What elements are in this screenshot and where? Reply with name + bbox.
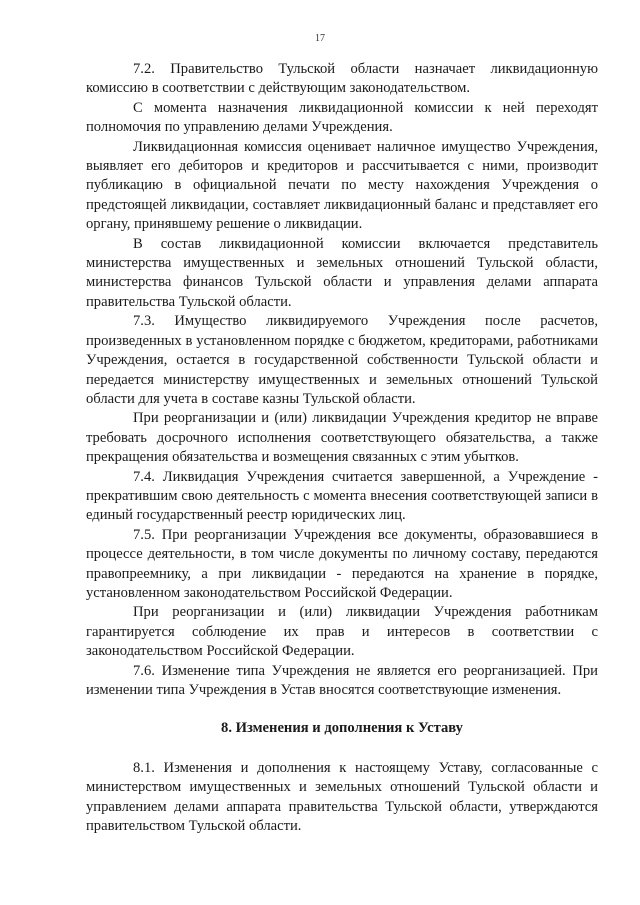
- paragraph-commission-composition: В состав ликвидационной комиссии включается представитель министерства имущественных и земельных отношений Тульской области, министерства финансов Тульской области и управления делами аппарата правительства Тульской области.: [86, 235, 598, 310]
- paragraph-commission-duties: Ликвидационная комиссия оценивает наличное имущество Учреждения, выявляет его дебиторов и кредиторов и рассчитывается с ними, производит публикацию в официальной печати по месту нахождения Учреждения о предстоящей ликвидации, составляет ликвидационный баланс и представляет его органу, принявшему решение о ликвидации.: [86, 138, 598, 233]
- paragraph-liquidation-commission-powers: С момента назначения ликвидационной комиссии к ней переходят полномочия по управлению делами Учреждения.: [86, 99, 598, 136]
- document-body: [86, 60, 598, 836]
- page-number: 17: [315, 33, 325, 44]
- paragraph-creditor-rights: При реорганизации и (или) ликвидации Учреждения кредитор не вправе требовать досрочного исполнения соответствующего обязательства, а также прекращения обязательства и возмещения связанных с этим убытков.: [86, 410, 598, 466]
- paragraph-7-4: 7.4. Ликвидация Учреждения считается завершенной, а Учреждение - прекратившим свою деятельность с момента внесения соответствующей записи в единый государственный реестр юридических лиц.: [86, 468, 598, 524]
- paragraph-7-3: 7.3. Имущество ликвидируемого Учреждения после расчетов, произведенных в установленном порядке с бюджетом, кредиторами, работниками Учреждения, остается в государственной собственности Тульской области и передается министерству имущественных и земельных отношений Тульской области для учета в составе казны Тульской области.: [86, 313, 598, 407]
- paragraph-8-1: 8.1. Изменения и дополнения к настоящему Уставу, согласованные с министерством имущественных и земельных отношений Тульской области и управлением делами аппарата правительства Тульской области, утверждаются правительством Тульской области.: [86, 759, 598, 835]
- paragraph-7-6: 7.6. Изменение типа Учреждения не является его реорганизацией. При изменении типа Учреждения в Устав вносятся соответствующие изменения.: [86, 662, 598, 698]
- section-heading: 8. Изменения и дополнения к Уставу: [221, 720, 463, 737]
- paragraph-employee-rights: При реорганизации и (или) ликвидации Учреждения работникам гарантируется соблюдение их прав и интересов в соответствии с законодательством Российской Федерации.: [86, 604, 598, 660]
- paragraph-7-2: 7.2. Правительство Тульской области назначает ликвидационную комиссию в соответствии с действующим законодательством.: [86, 61, 598, 97]
- paragraph-7-5: 7.5. При реорганизации Учреждения все документы, образовавшиеся в процессе деятельности, в том числе документы по личному составу, передаются правопреемнику, а при ликвидации - передаются на хранение в порядке, установленном законодательством Российской Федерации.: [86, 526, 598, 601]
